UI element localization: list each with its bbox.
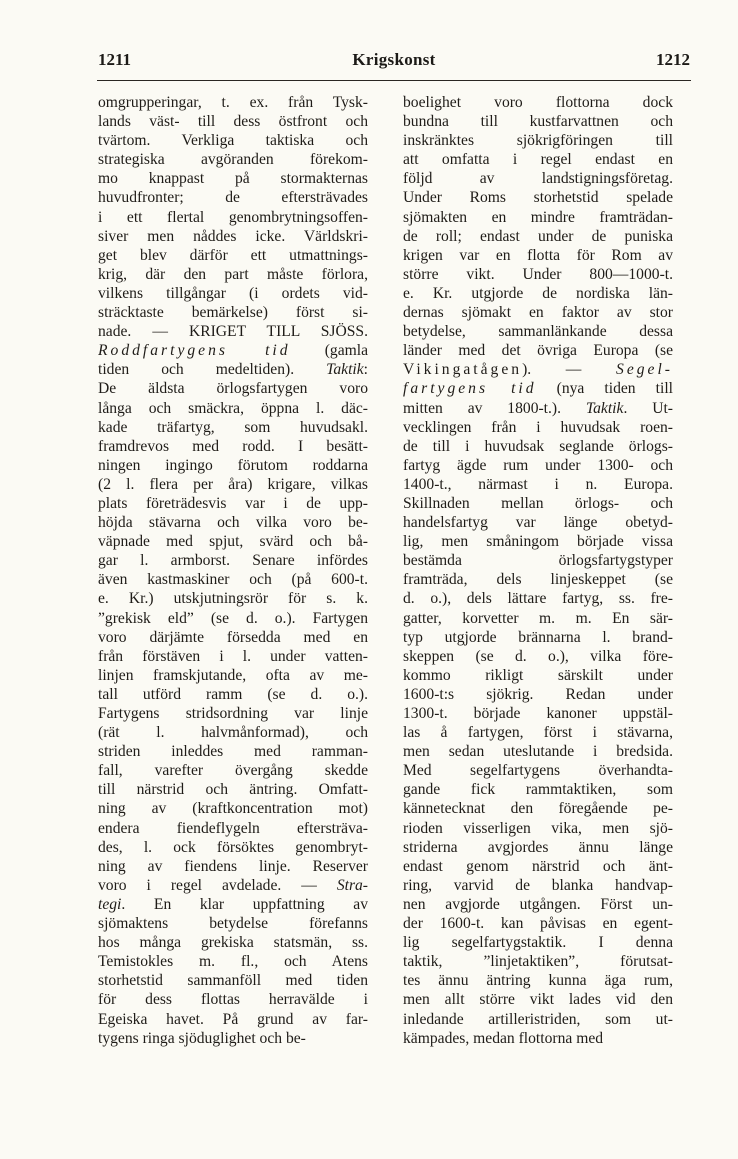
text-line (403, 360, 673, 379)
text-run: nade. — KRIGET TILL SJÖSS. (98, 323, 368, 341)
text-line (403, 208, 673, 227)
text-run: skeppen (se d. o.), vilka före- (403, 647, 673, 665)
text-run: e. Kr.) utskjutningsrör för s. k. (98, 590, 368, 608)
text-line (98, 589, 368, 608)
text-line (98, 494, 368, 513)
text-run: kommo rikligt särskilt under (403, 666, 673, 684)
text-run: (nya tiden till (536, 380, 673, 398)
text-run: gande fick rammtaktiken, som (403, 781, 673, 799)
text-run: typ utgjorde brännarna l. brand- (403, 628, 673, 646)
text-run: men allt större vikt lades vid den (403, 991, 673, 1009)
text-line (98, 379, 368, 398)
text-run: der 1600-t. kan påvisas en egent- (403, 915, 673, 933)
left-column (98, 93, 368, 1048)
text-run: huvudfronter; de eftersträvades (98, 189, 368, 207)
text-run: inledande artilleristriden, som ut- (403, 1010, 673, 1028)
text-line (98, 876, 368, 895)
text-run: följd av landstigningsföretag. (403, 170, 673, 188)
text-line (403, 246, 673, 265)
text-run: vilkens tillgångar (i ordets vid- (98, 284, 368, 302)
running-header (98, 50, 690, 74)
text-line (403, 952, 673, 971)
text-run: (2 l. flera per åra) krigare, vilkas (98, 475, 368, 493)
text-line (98, 437, 368, 456)
text-run: (rät l. halvmånformad), och (98, 724, 368, 742)
text-run: framträda, dels linjeskeppet (se (403, 571, 673, 589)
text-run: endast genom närstrid och änt- (403, 857, 673, 875)
text-run: vecklingen från i huvudsak roen- (403, 418, 673, 436)
text-line (98, 93, 368, 112)
text-line (403, 532, 673, 551)
text-line (98, 246, 368, 265)
text-line (403, 628, 673, 647)
text-line (403, 589, 673, 608)
text-run: dernas sjömakt en faktor av stor (403, 304, 673, 322)
text-line (98, 933, 368, 952)
text-line (98, 131, 368, 150)
text-line (98, 341, 368, 360)
text-line (403, 647, 673, 666)
text-line (403, 857, 673, 876)
text-line (403, 494, 673, 513)
text-line (98, 227, 368, 246)
text-run: tiden och medeltiden). (98, 361, 327, 379)
text-line (98, 456, 368, 475)
text-line (98, 914, 368, 933)
text-line (403, 685, 673, 704)
text-run: framdrevos med rodd. I besätt- (98, 437, 368, 455)
text-line (98, 284, 368, 303)
text-line (98, 647, 368, 666)
text-run: boelighet voro flottorna dock (403, 94, 673, 111)
text-run: ningen ingingo förutom roddarna (98, 456, 368, 474)
text-line (98, 570, 368, 589)
text-line (403, 551, 673, 570)
text-run: hos många grekiska statsmän, ss. (98, 934, 368, 952)
text-run: långa och smäckra, öppna l. däc- (98, 399, 368, 417)
text-line (98, 475, 368, 494)
text-run: 1300-t. började kanoner uppstäl- (403, 705, 673, 722)
text-run: Skillnaden mellan örlogs- och (403, 494, 673, 512)
text-run: krig, där den part måste förlora, (98, 265, 368, 283)
text-run: sjömaktens betydelse förefanns (98, 915, 368, 933)
text-line (403, 418, 673, 437)
text-line (98, 799, 368, 818)
text-line (403, 150, 673, 169)
text-line (403, 838, 673, 857)
text-run: Segel- (616, 361, 673, 379)
text-line (98, 780, 368, 799)
text-line (403, 570, 673, 589)
text-line (403, 475, 673, 494)
text-run: d. o.), dels lättare fartyg, ss. fre- (403, 590, 673, 608)
text-run: större vikt. Under 800—1000-t. (403, 265, 673, 283)
text-line (98, 609, 368, 628)
text-line (98, 971, 368, 990)
text-run: voro därjämte försedda med en (98, 628, 368, 646)
text-run: omgrupperingar, t. ex. från Tysk- (98, 94, 368, 111)
text-line (403, 1010, 673, 1029)
text-line (403, 933, 673, 952)
text-run: kännetecknat den föregående pe- (403, 800, 673, 818)
text-run: tvärtom. Verkliga taktiska och (98, 132, 368, 150)
text-run: rioden visserligen vika, men sjö- (403, 819, 673, 837)
text-line (403, 990, 673, 1009)
text-line (403, 895, 673, 914)
text-line (98, 819, 368, 838)
text-run: e. Kr. utgjorde de nordiska län- (403, 284, 673, 302)
text-line (98, 418, 368, 437)
text-line (403, 169, 673, 188)
text-line (403, 437, 673, 456)
text-line (98, 990, 368, 1009)
text-run: handelsfartyg var länge obetyd- (403, 514, 673, 532)
text-run: till närstrid och äntring. Omfatt- (98, 781, 368, 799)
text-run: ”grekisk eld” (se d. o.). Fartygen (98, 609, 368, 627)
text-run: plats företrädesvis var i de upp- (98, 494, 368, 512)
text-run: kade träfartyg, som huvudsakl. (98, 418, 368, 436)
text-run: . En klar uppfattning av (121, 895, 368, 913)
text-line (403, 876, 673, 895)
text-line (98, 513, 368, 532)
text-line (98, 169, 368, 188)
text-run: Med segelfartygens överhandta- (403, 762, 673, 780)
text-line (403, 341, 673, 360)
text-run: des, l. ock försöktes genombryt- (98, 838, 368, 856)
text-run: Taktik (326, 361, 364, 379)
text-line (403, 227, 673, 246)
text-line (403, 284, 673, 303)
text-line (98, 1010, 368, 1029)
right-page-number: 1212 (656, 50, 690, 69)
text-run: höjda stävarna och vilka voro be- (98, 514, 368, 532)
text-line (403, 1029, 673, 1048)
text-run: striderna avgjordes ännu länge (403, 838, 673, 856)
text-line (98, 322, 368, 341)
text-run: voro i regel avdelade. — (98, 876, 337, 894)
text-line (403, 723, 673, 742)
text-run: gar l. armborst. Senare infördes (98, 552, 368, 570)
text-run: Under Roms storhetstid spelade (403, 189, 673, 207)
text-line (403, 799, 673, 818)
text-line (403, 188, 673, 207)
text-run: las å fartygen, först i stävarna, (403, 724, 673, 742)
text-run: fall, varefter övergång skedde (98, 762, 368, 780)
running-title: Krigskonst (352, 50, 436, 69)
text-line (98, 742, 368, 761)
text-run: krigen var en flotta för Rom av (403, 246, 673, 264)
text-line (98, 704, 368, 723)
text-line (403, 322, 673, 341)
text-line (98, 208, 368, 227)
text-line (403, 742, 673, 761)
text-run: Taktik (585, 399, 624, 417)
text-run: kämpades, medan flottorna med (403, 1029, 604, 1047)
text-run: gatter, korvetter m. m. En sär- (403, 609, 673, 627)
text-run: endera fiendeflygeln eftersträva- (98, 819, 368, 837)
text-line (403, 609, 673, 628)
text-run: sjömakten en mindre framträdan- (403, 208, 673, 226)
text-line (98, 1029, 368, 1048)
text-run: tall utförd ramm (se d. o.). (98, 685, 368, 703)
text-line (98, 150, 368, 169)
text-line (98, 265, 368, 284)
text-line (98, 723, 368, 742)
text-line (98, 551, 368, 570)
text-run: lig segelfartygstaktik. I denna (403, 934, 673, 952)
text-run: tygens ringa sjöduglighet och be- (98, 1029, 306, 1047)
text-line (98, 532, 368, 551)
text-run: att omfatta i regel endast en (403, 151, 673, 169)
text-run: mo knappast på stormakternas (98, 170, 368, 188)
text-run: taktik, ”linjetaktiken”, förutsat- (403, 953, 673, 971)
text-run: mitten av 1800-t.). (403, 399, 586, 417)
text-run: get blev därför ett utmattnings- (98, 246, 368, 264)
text-run: de roll; endast under de puniska (403, 227, 673, 245)
text-run: Vikingatågen (403, 361, 523, 379)
text-line (403, 666, 673, 685)
right-column (403, 93, 673, 1048)
text-run: Fartygens stridsordning var linje (98, 705, 368, 722)
text-run: fartyg ägde rum under 1300- och (403, 456, 673, 474)
text-run: Temistokles m. fl., och Atens (98, 953, 368, 971)
text-line (98, 685, 368, 704)
text-run: striden inleddes med ramman- (98, 743, 368, 761)
text-line (403, 456, 673, 475)
text-run: . Ut- (623, 399, 673, 417)
text-run: inskränktes sjökrigföringen till (403, 132, 673, 150)
text-line (403, 303, 673, 322)
text-line (403, 971, 673, 990)
text-run: men sedan uteslutande i bredsida. (403, 743, 673, 761)
text-run: även kastmaskiner och (på 600-t. (98, 571, 368, 589)
text-run: betydelse, sammanlänkande dessa (403, 323, 673, 341)
text-run: för dess flottas herravälde i (98, 991, 368, 1009)
text-line (98, 761, 368, 780)
text-run: lands väst- till dess östfront och (98, 113, 368, 131)
text-run: (gamla (290, 342, 368, 360)
text-line (403, 513, 673, 532)
text-line (98, 112, 368, 131)
text-run: sträcktaste bemärkelse) först si- (98, 304, 368, 322)
text-line (403, 265, 673, 284)
text-run: bestämda örlogsfartygstyper (403, 552, 673, 570)
text-line (403, 399, 673, 418)
text-line (403, 379, 673, 398)
text-line (98, 399, 368, 418)
text-run: väpnade med spjut, svärd och bå- (98, 533, 368, 551)
text-line (403, 914, 673, 933)
text-line (403, 780, 673, 799)
text-run: linjen framskjutande, ofta av me- (98, 666, 368, 684)
text-line (98, 895, 368, 914)
text-run: 1600-t:s sjökrig. Redan under (403, 685, 673, 703)
text-line (403, 761, 673, 780)
text-line (98, 303, 368, 322)
text-run: de till i huvudsak seglande örlogs- (403, 437, 673, 455)
text-run: De äldsta örlogsfartygen voro (98, 380, 368, 398)
text-run: tes ännu äntring kunna äga rum, (403, 972, 673, 990)
text-run: länder med det övriga Europa (se (403, 342, 673, 360)
left-page-number: 1211 (98, 50, 132, 69)
text-line (98, 666, 368, 685)
text-line (403, 819, 673, 838)
text-run: storhetstid sammanföll med tiden (98, 972, 368, 990)
text-run: 1400-t., närmast i n. Europa. (403, 475, 673, 493)
text-run: siver men nåddes icke. Världskri- (98, 227, 368, 245)
text-run: Stra- (336, 876, 368, 894)
text-line (98, 857, 368, 876)
text-line (98, 838, 368, 857)
text-run: : (363, 361, 368, 379)
text-line (98, 628, 368, 647)
text-run: ning av (kraftkoncentration mot) (98, 800, 368, 818)
text-run: Egeiska havet. På grund av far- (98, 1010, 368, 1028)
text-run: ring, varvid de blanka handvap- (403, 876, 673, 894)
text-run: i ett flertal genombrytningsoffen- (98, 208, 368, 226)
text-line (403, 93, 673, 112)
text-run: ). — (522, 361, 617, 379)
text-run: bundna till kustfarvattnen och (403, 113, 673, 131)
text-run: fartygens tid (403, 380, 537, 398)
text-run: Roddfartygens tid (98, 342, 291, 360)
text-run: lig, men småningom började vissa (403, 533, 673, 551)
text-run: från förstäven i l. under vatten- (98, 647, 368, 665)
text-line (98, 188, 368, 207)
text-line (98, 952, 368, 971)
text-run: ning av fiendens linje. Reserver (98, 857, 368, 875)
text-run: tegi (98, 895, 122, 913)
text-line (98, 360, 368, 379)
text-run: strategiska avgöranden förekom- (98, 151, 368, 169)
text-line (403, 112, 673, 131)
text-run: nen avgjorde utgången. Först un- (403, 895, 673, 913)
text-line (403, 704, 673, 723)
text-line (403, 131, 673, 150)
header-rule (97, 80, 691, 81)
